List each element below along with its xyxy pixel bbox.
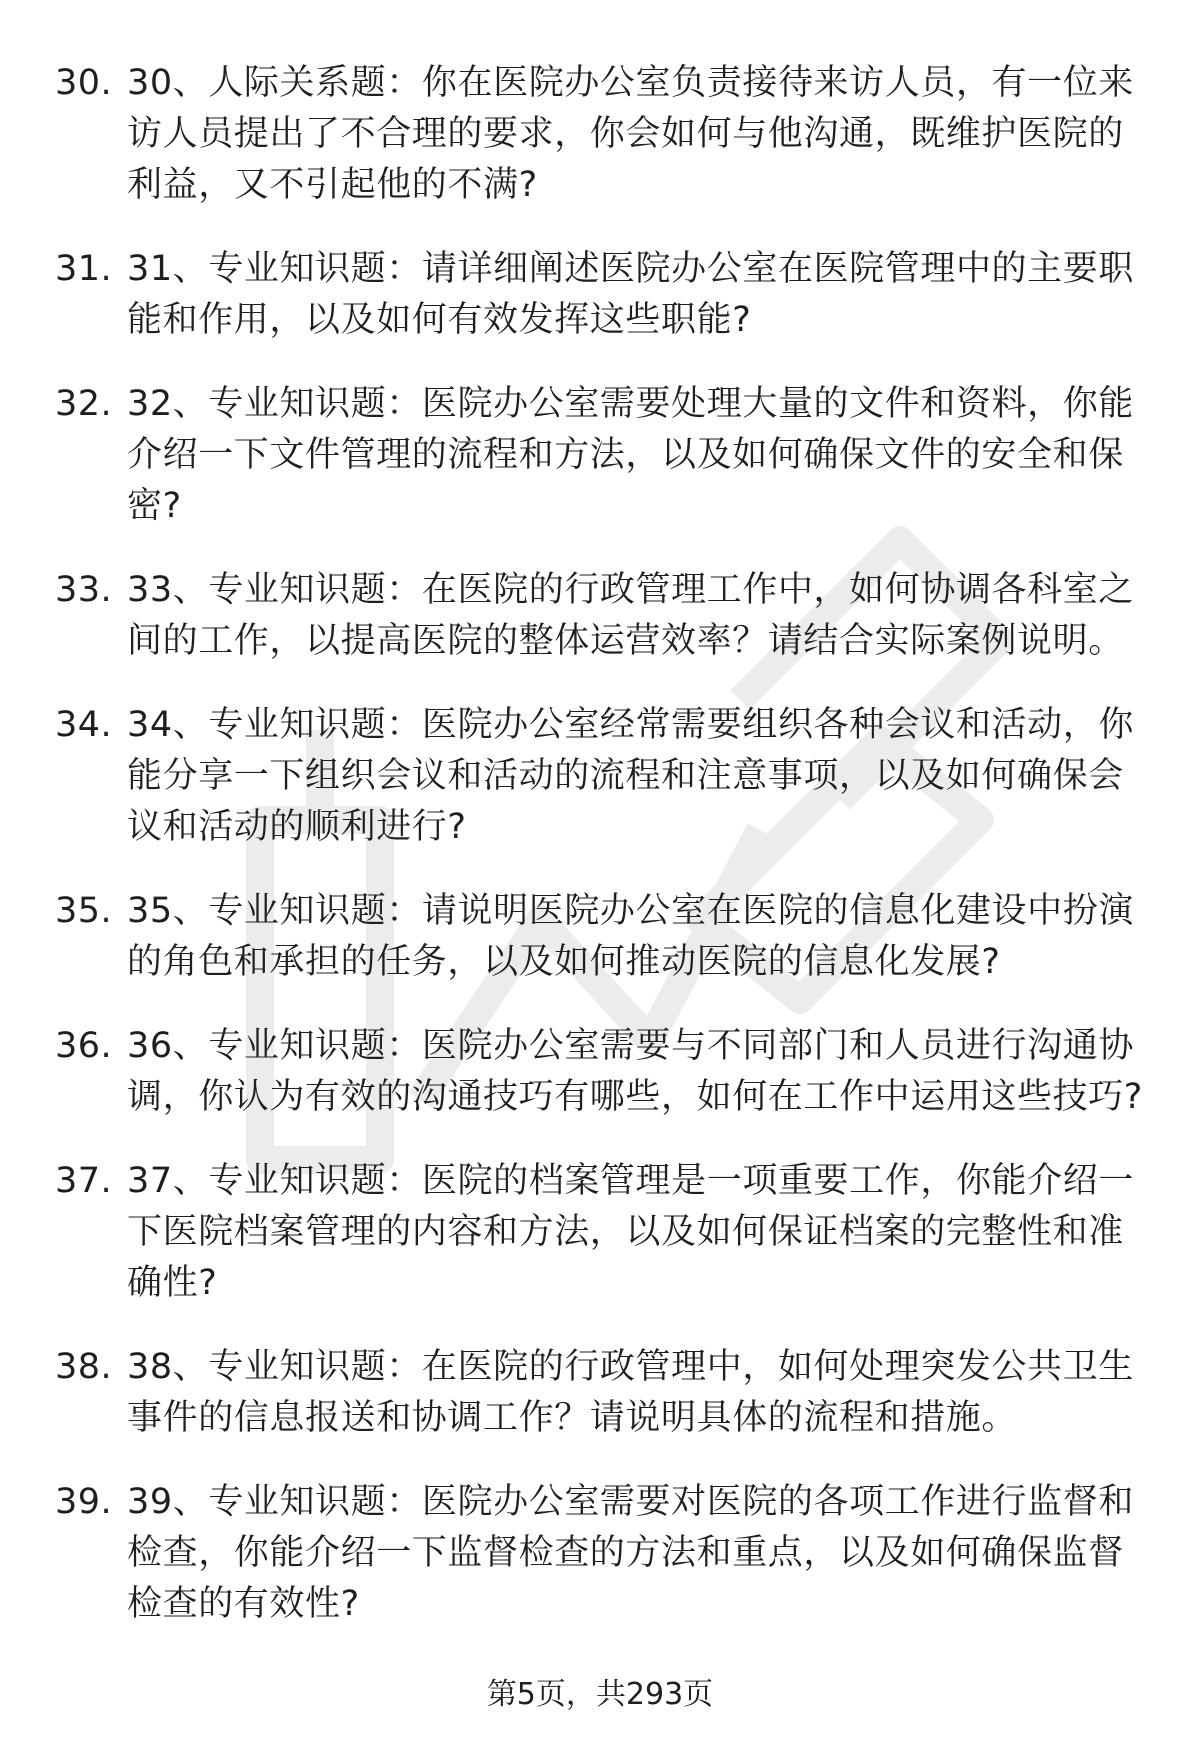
question-item (55, 886, 1155, 988)
question-text: 38、专业知识题：在医院的行政管理中，如何处理突发公共卫生事件的信息报送和协调工作？请说明具体的流程和措施。 (127, 1347, 1134, 1438)
question-text: 32、专业知识题：医院办公室需要处理大量的文件和资料，你能介绍一下文件管理的流程和方法，以及如何确保文件的安全和保密? (127, 384, 1134, 526)
question-text: 31、专业知识题：请详细阐述医院办公室在医院管理中的主要职能和作用，以及如何有效发挥这些职能? (127, 249, 1134, 340)
question-item (55, 1021, 1155, 1123)
question-item (55, 700, 1155, 853)
question-item (55, 58, 1155, 211)
question-number: 34. (55, 705, 113, 745)
question-number: 35. (55, 891, 113, 931)
page-footer: 第5页，共293页 (486, 1677, 714, 1712)
question-number: 31. (55, 249, 113, 289)
question-item (55, 1342, 1155, 1444)
question-item (55, 1156, 1155, 1309)
question-number: 39. (55, 1482, 113, 1522)
question-text: 30、人际关系题：你在医院办公室负责接待来访人员，有一位来访人员提出了不合理的要求，你会如何与他沟通，既维护医院的利益，又不引起他的不满? (127, 63, 1134, 205)
question-text: 36、专业知识题：医院办公室需要与不同部门和人员进行沟通协调，你认为有效的沟通技巧有哪些，如何在工作中运用这些技巧? (127, 1026, 1143, 1117)
question-text: 37、专业知识题：医院的档案管理是一项重要工作，你能介绍一下医院档案管理的内容和方法，以及如何保证档案的完整性和准确性? (127, 1161, 1134, 1303)
question-text: 33、专业知识题：在医院的行政管理工作中，如何协调各科室之间的工作，以提高医院的整体运营效率？请结合实际案例说明。 (127, 570, 1134, 661)
question-item (55, 379, 1155, 532)
question-number: 37. (55, 1161, 113, 1201)
question-text: 35、专业知识题：请说明医院办公室在医院的信息化建设中扮演的角色和承担的任务，以及如何推动医院的信息化发展? (127, 891, 1134, 982)
question-number: 38. (55, 1347, 113, 1387)
question-number: 36. (55, 1026, 113, 1066)
question-item (55, 1477, 1155, 1630)
question-text: 39、专业知识题：医院办公室需要对医院的各项工作进行监督和检查，你能介绍一下监督检查的方法和重点，以及如何确保监督检查的有效性? (127, 1482, 1134, 1624)
question-number: 30. (55, 63, 113, 103)
question-text: 34、专业知识题：医院办公室经常需要组织各种会议和活动，你能分享一下组织会议和活动的流程和注意事项，以及如何确保会议和活动的顺利进行? (127, 705, 1134, 847)
question-item (55, 244, 1155, 346)
question-item (55, 565, 1155, 667)
question-number: 33. (55, 570, 113, 610)
question-number: 32. (55, 384, 113, 424)
question-list (55, 58, 1155, 1663)
